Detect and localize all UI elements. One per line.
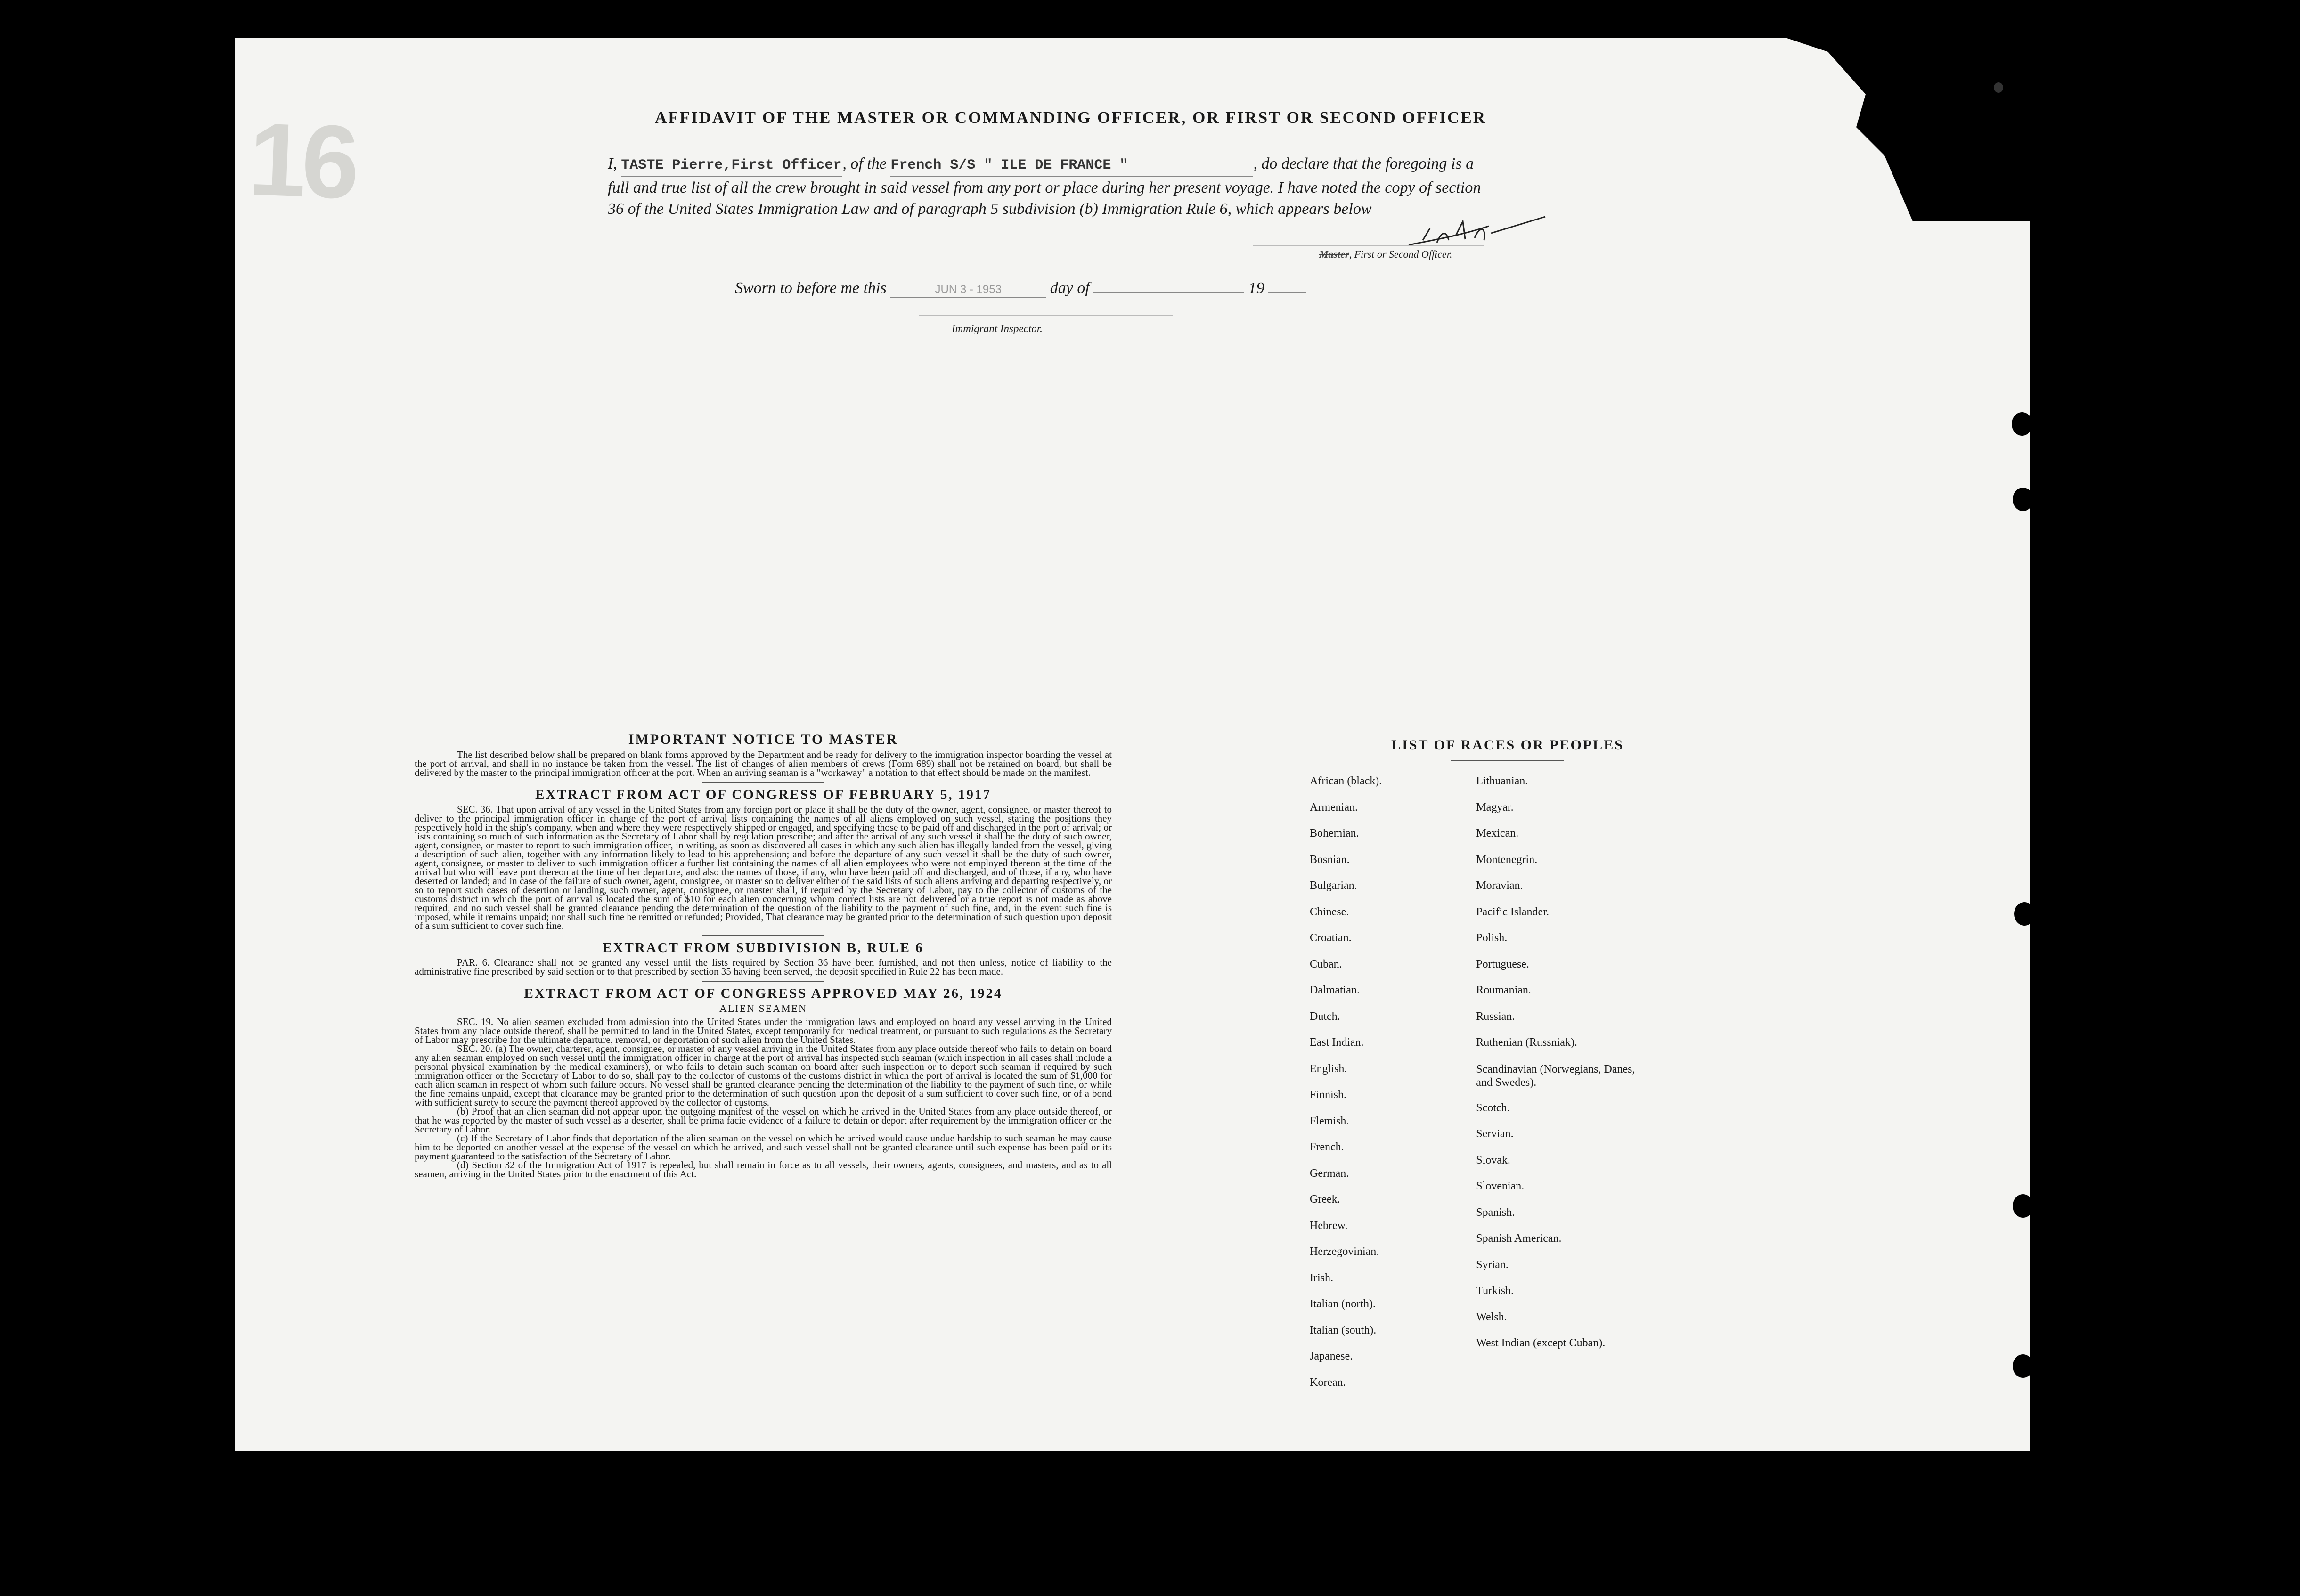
race-item: Turkish.	[1476, 1285, 1514, 1297]
date-stamp: JUN 3 - 1953	[935, 283, 1002, 296]
affidavit-title: AFFIDAVIT OF THE MASTER OR COMMANDING OFFICER, OR FIRST OR SECOND OFFICER	[655, 108, 1486, 127]
officer-name: TASTE Pierre,First Officer	[621, 157, 842, 173]
race-item: Polish.	[1476, 932, 1508, 944]
sec20b-text: (b) Proof that an alien seaman did not appear upon the outgoing manifest of the vessel on which he arrived in the United States from any place outside thereof, or that he was reported by the master of such vessel as a deserter, shall be prima facie evidence of a failure to detain or deport after requirement by the immigration officer or the Secretary of Labor.	[415, 1106, 1112, 1135]
punch-hole	[2013, 488, 2033, 511]
vessel-name: French S/S " ILE DE FRANCE "	[890, 157, 1128, 173]
race-item: Moravian.	[1476, 879, 1523, 892]
race-item: Spanish American.	[1476, 1232, 1562, 1245]
race-item: East Indian.	[1310, 1036, 1364, 1049]
punch-hole	[2014, 902, 2035, 926]
sec19-text: SEC. 19. No alien seamen excluded from admission into the United States under the immigration laws and employed on board any vessel arriving in the United States from any place outside thereof, shall be permitted to land in the United States, except temporarily for medical treatment, or pursuant to such regulations as the Secretary of Labor may prescribe for the ultimate departure, removal, or deportation of such alien from the United States.	[415, 1016, 1112, 1045]
divider	[702, 782, 824, 783]
race-item: Portuguese.	[1476, 958, 1529, 970]
punch-hole	[2013, 1194, 2033, 1218]
affidavit-text: that the foregoing is a full and true list of all the crew brought in said vessel from any port or place during her present voyage. I have noted the copy of section 36 of the United States Immigration Law and of paragraph 5 subdivision (b) Immigration Rule 6, which appears below	[608, 155, 1481, 218]
race-item: Greek.	[1310, 1193, 1340, 1205]
race-item: Cuban.	[1310, 958, 1342, 970]
divider	[702, 981, 824, 982]
sec20a-text: SEC. 20. (a) The owner, charterer, agent, consignee, or master of any vessel arriving in the United States from any place outside thereof who fails to detain on board any alien seaman employed on such vessel until the immigration officer in charge at the port of arrival has inspected such seaman (which inspection in all cases shall include a personal physical examination by the medical examiners), or who fails to detain such seaman on board after such inspection or to deport such seaman if required by such immigration officer or the Secretary of Labor to do so, shall pay to the collector of customs of the customs district in which the port of arrival is located the sum of $1,000 for each alien seaman in respect of whom such failure occurs. No vessel shall be granted clearance pending the determination of the liability to the payment of such fine, or while the fine remains unpaid, except that clearance may be granted prior to the determination of such question upon the deposit of a sum sufficient to cover such fine, or of a bond with sufficient surety to secure the payment thereof approved by the collector of customs.	[415, 1043, 1112, 1108]
signature-label: Master, First or Second Officer.	[1319, 248, 1452, 260]
sec20d-text: (d) Section 32 of the Immigration Act of 1917 is repealed, but shall remain in force as to all vessels, their owners, agents, consignees, and masters, and as to all seamen, arriving in the United States prior to the enactment of this Act.	[415, 1159, 1112, 1180]
races-list	[1272, 737, 1743, 1402]
race-item: Slovak.	[1476, 1154, 1510, 1166]
punch-hole	[1994, 82, 2003, 93]
race-item: Irish.	[1310, 1271, 1333, 1284]
sworn-line: Sworn to before me this JUN 3 - 1953 day of 19	[735, 279, 1306, 298]
race-item: Dalmatian.	[1310, 984, 1360, 996]
races-right-column	[1476, 775, 1646, 1402]
punch-hole	[2009, 193, 2030, 217]
races-title: LIST OF RACES OR PEOPLES	[1391, 737, 1624, 753]
extract-rule6-title: EXTRACT FROM SUBDIVISION B, RULE 6	[603, 940, 924, 955]
race-item: Bulgarian.	[1310, 879, 1357, 892]
divider	[1451, 760, 1564, 761]
race-item: Pacific Islander.	[1476, 905, 1549, 918]
notice-title: IMPORTANT NOTICE TO MASTER	[628, 732, 898, 747]
race-item: Scotch.	[1476, 1101, 1510, 1114]
race-item: Croatian.	[1310, 932, 1352, 944]
notice-intro: The list described below shall be prepared on blank forms approved by the Department and be ready for delivery to the immigration inspector boarding the vessel at the port of arrival, and shall in no instance be taken from the vessel. The list of changes of alien members of crews (Form 689) shall not be retained on board, but shall be delivered by the master to the principal immigration officer at the port. When an arriving seaman is a "workaway" a notation to that effect should be made on the manifest.	[415, 749, 1112, 778]
inspector-line	[919, 315, 1173, 316]
inspector-label: Immigrant Inspector.	[952, 323, 1043, 334]
race-item: Mexican.	[1476, 827, 1519, 839]
race-item: Italian (south).	[1310, 1324, 1377, 1336]
affidavit-body: I, TASTE Pierre,First Officer, of the French S/S " ILE DE FRANCE " , do declare that the foregoing is a full and true list of all the crew brought in said vessel from any port or place during her present voyage. I have noted the copy of section 36 of the United States Immigration Law and of paragraph 5 subdivision (b) Immigration Rule 6, which appears below	[608, 153, 1489, 220]
race-item: African (black).	[1310, 775, 1382, 787]
extract-rule6-text: PAR. 6. Clearance shall not be granted any vessel until the lists required by Section 36 have been furnished, and not then unless, notice of liability to the administrative fine prescribed by said section or to that prescribed by section 35 having been served, the deposit specified in Rule 22 has been made.	[415, 957, 1112, 977]
race-item: Flemish.	[1310, 1115, 1349, 1127]
race-item: Hebrew.	[1310, 1219, 1348, 1232]
race-item: Slovenian.	[1476, 1180, 1525, 1192]
extract-1924-title: EXTRACT FROM ACT OF CONGRESS APPROVED MAY 26, 1924	[524, 986, 1003, 1001]
punch-hole	[2012, 412, 2032, 436]
race-item: Bohemian.	[1310, 827, 1359, 839]
divider	[702, 935, 824, 936]
race-item: West Indian (except Cuban).	[1476, 1337, 1606, 1349]
race-item: Syrian.	[1476, 1258, 1509, 1271]
race-item: Lithuanian.	[1476, 775, 1528, 787]
race-item: Roumanian.	[1476, 984, 1531, 996]
notice-to-master	[415, 732, 1112, 1180]
race-item: Finnish.	[1310, 1089, 1347, 1101]
extract-1917-title: EXTRACT FROM ACT OF CONGRESS OF FEBRUARY 5, 1917	[535, 787, 991, 802]
race-item: Scandinavian (Norwegians, Danes, and Swedes).	[1476, 1063, 1635, 1089]
race-item: Italian (north).	[1310, 1298, 1376, 1310]
race-item: Magyar.	[1476, 801, 1514, 814]
races-left-column	[1310, 775, 1382, 1402]
race-item: Dutch.	[1310, 1010, 1340, 1023]
alien-seamen-subtitle: ALIEN SEAMEN	[719, 1002, 807, 1014]
punch-hole	[2013, 1354, 2033, 1378]
signature-line	[1253, 245, 1484, 246]
punch-hole	[2009, 153, 2030, 177]
race-item: Montenegrin.	[1476, 853, 1538, 866]
race-item: Servian.	[1476, 1128, 1514, 1140]
race-item: German.	[1310, 1167, 1349, 1180]
race-item: Ruthenian (Russniak).	[1476, 1036, 1577, 1049]
race-item: Bosnian.	[1310, 853, 1350, 866]
background-page-number: 16	[246, 101, 357, 220]
race-item: Russian.	[1476, 1010, 1515, 1023]
extract-1917-text: SEC. 36. That upon arrival of any vessel in the United States from any foreign port or place it shall be the duty of the owner, agent, consignee, or master thereof to deliver to the principal immigration officer in charge of the port of arrival lists containing the names of all aliens employed on such vessel, stating the positions they respectively hold in the ship's company, when and where they were respectively shipped or engaged, and specifying those to be paid off and discharged in the port of arrival; or lists containing so much of such information as the Secretary of Labor shall by regulation prescribe; and after the arrival of any such vessel it shall be the duty of such owner, agent, consignee, or master to report to such immigration officer, in writing, as soon as discovered all cases in which any such alien has illegally landed from the vessel, giving a description of such alien, together with any information likely to lead to his apprehension; and before the departure of any such vessel it shall be the duty of such owner, agent, consignee, or master to deliver to such immigration officer a further list containing the names of all alien employees who were not employed thereon at the time of the arrival but who will leave port thereon at the time of her departure, and also the names of those, if any, who have been paid off and discharged, and of those, if any, who have deserted or landed; and in case of the failure of such owner, agent, consignee, or master so to deliver either of the said lists of such aliens arriving and departing respectively, or so to report such cases of desertion or landing, such owner, agent, consignee, or master shall, if required by the Secretary of Labor, pay to the collector of customs of the customs district in which the port of arrival is located the sum of $10 for each alien concerning whom correct lists are not delivered or a true report is not made as above required; and no such vessel shall be granted clearance pending the determination of the question of the liability to the payment of such fine, and, in the event such fine is imposed, while it remains unpaid; nor shall such fine be remitted or refunded; Provided, That clearance may be granted prior to the determination of such question upon deposit of a sum sufficient to cover such fine.	[415, 804, 1112, 931]
sec20c-text: (c) If the Secretary of Labor finds that deportation of the alien seaman on the vessel on which he arrived would cause undue hardship to such seaman he may cause him to be deported on another vessel at the expense of the vessel on which he arrived, and such vessel shall not be granted clearance until such expense has been paid or its payment guaranteed to the satisfaction of the Secretary of Labor.	[415, 1132, 1112, 1162]
race-item: Welsh.	[1476, 1311, 1507, 1323]
punch-hole	[1998, 122, 2018, 146]
race-item: Spanish.	[1476, 1206, 1515, 1219]
race-item: Herzegovinian.	[1310, 1246, 1379, 1258]
race-item: Japanese.	[1310, 1350, 1353, 1362]
race-item: Korean.	[1310, 1376, 1346, 1389]
race-item: French.	[1310, 1141, 1344, 1153]
race-item: Chinese.	[1310, 905, 1349, 918]
race-item: English.	[1310, 1062, 1347, 1075]
race-item: Armenian.	[1310, 801, 1358, 814]
